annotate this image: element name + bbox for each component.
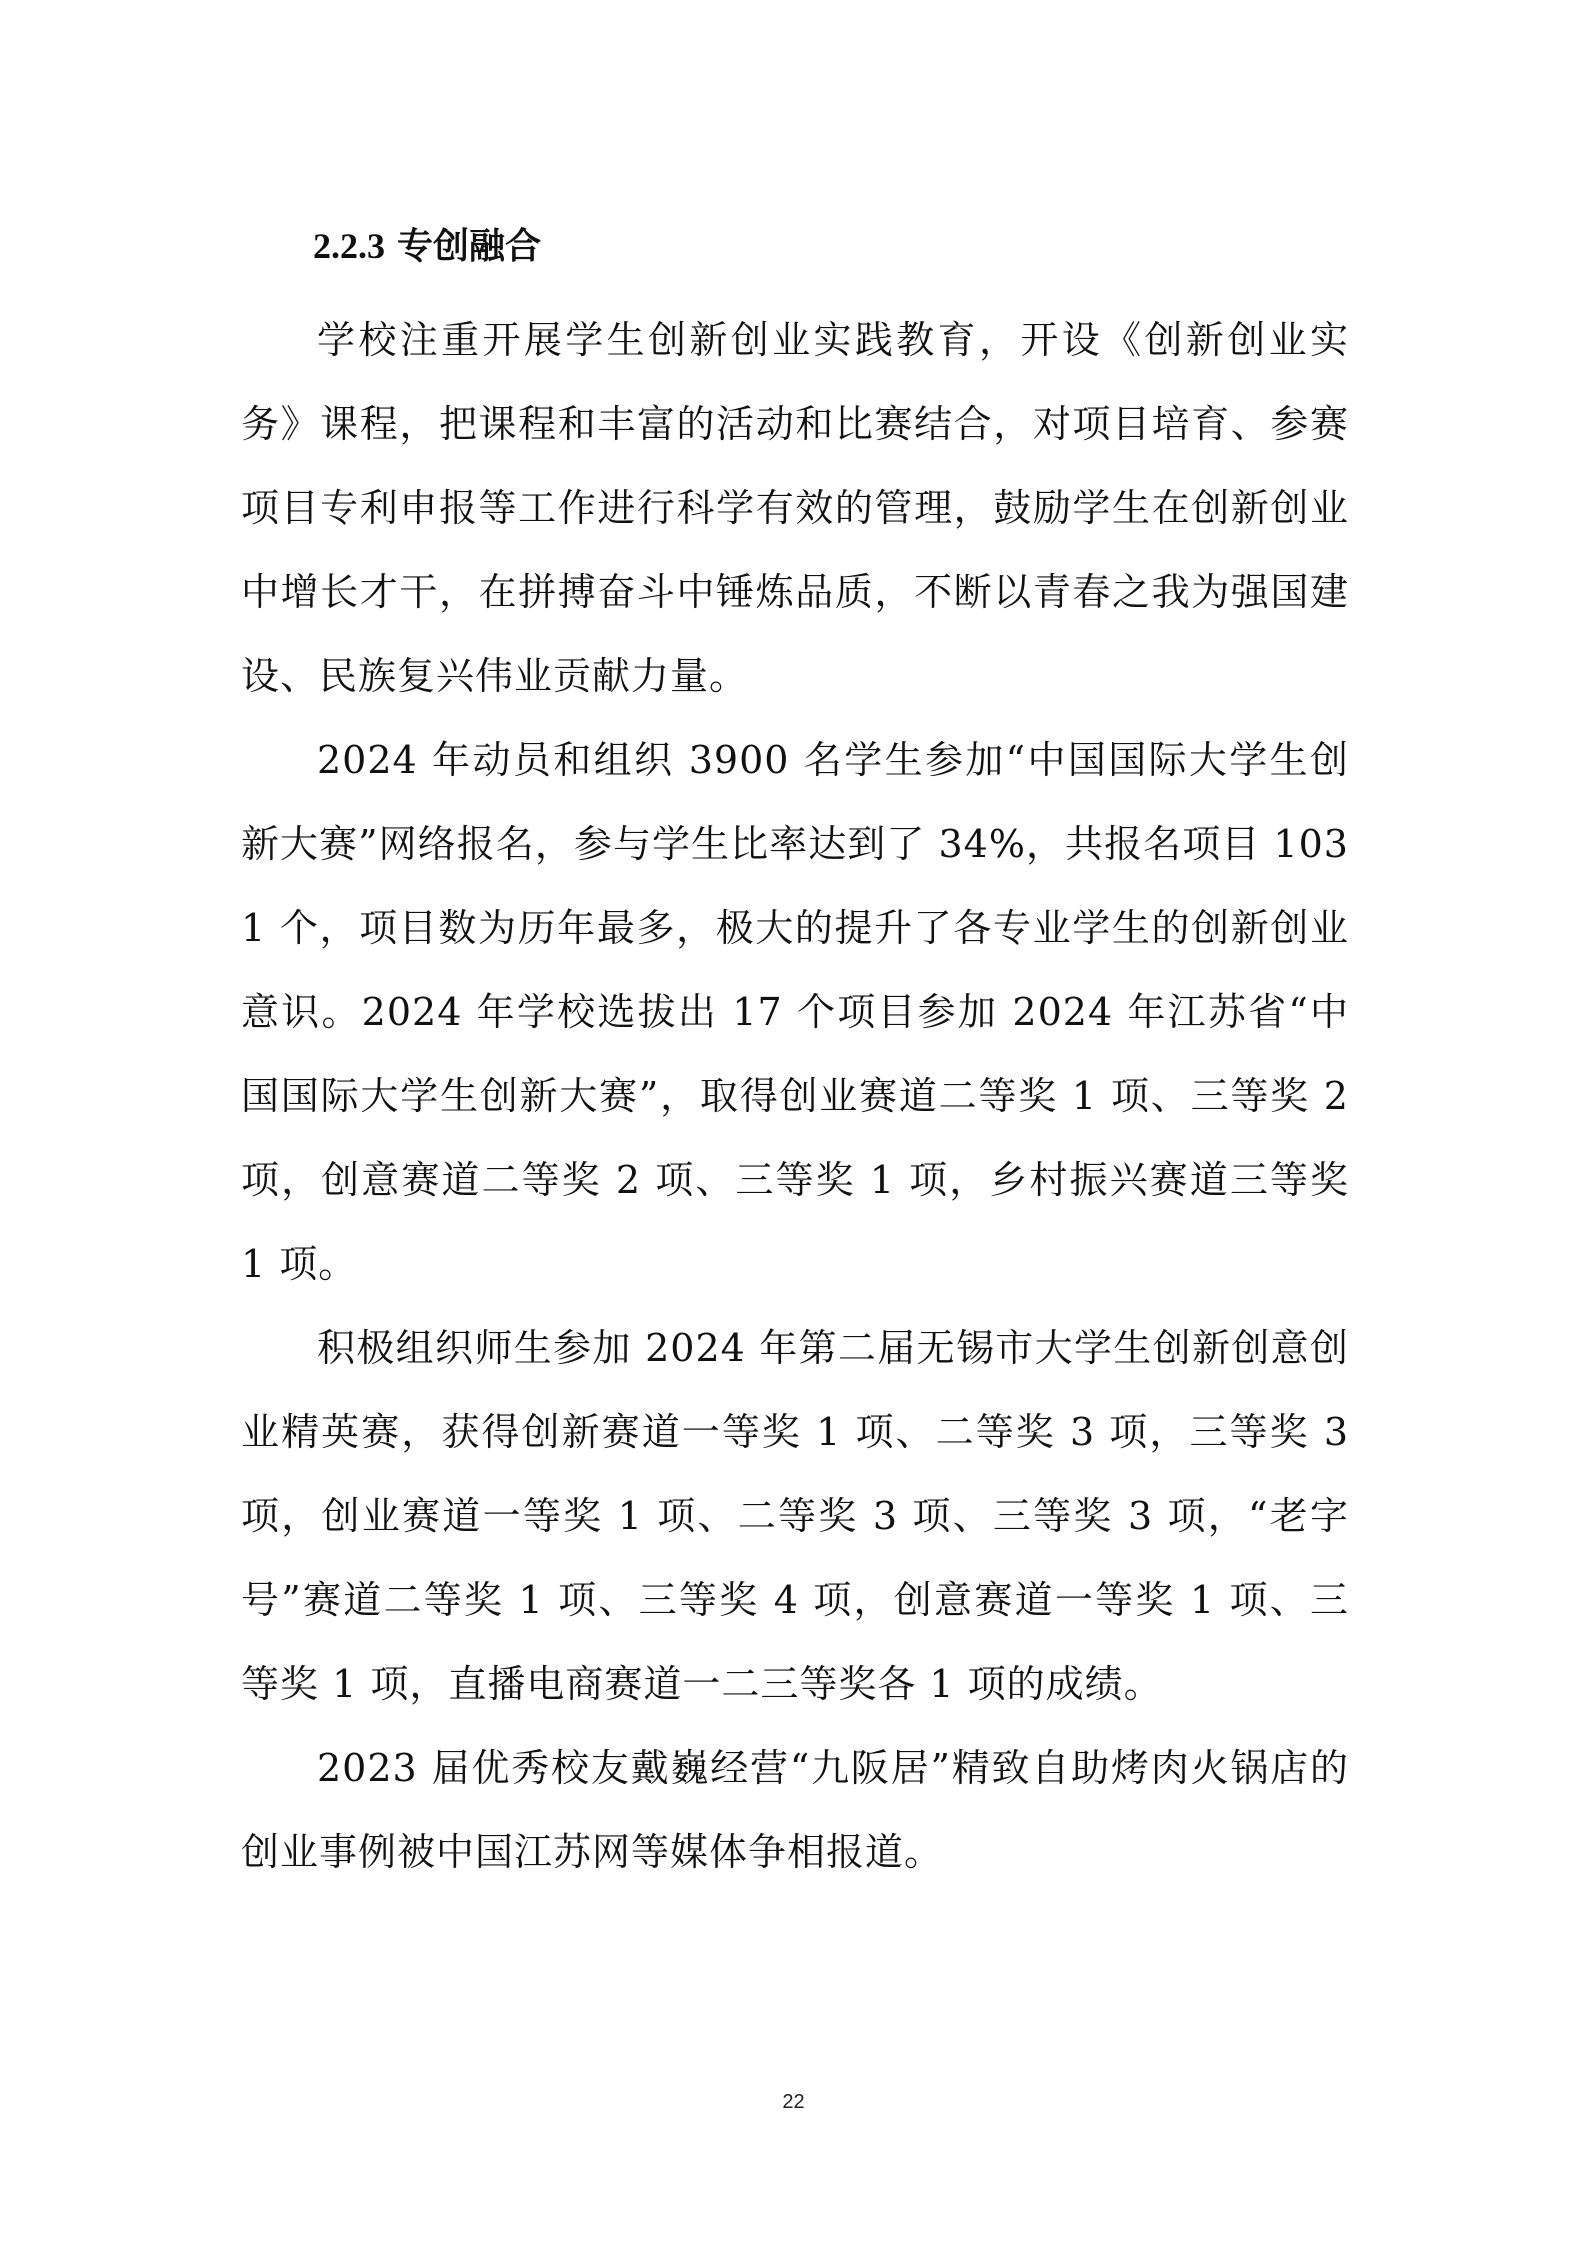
page-content	[241, 214, 1349, 1894]
paragraph-alumni-story: 2023 届优秀校友戴巍经营“九阪居”精致自助烤肉火锅店的创业事例被中国江苏网等媒体争相报道。	[241, 1746, 1349, 1874]
section-title: 专创融合	[397, 225, 542, 267]
section-number: 2.2.3	[313, 226, 385, 266]
section-heading	[241, 214, 1349, 278]
page-number: 22	[782, 2091, 805, 2113]
paragraph-course-practice: 学校注重开展学生创新创业实践教育，开设《创新创业实务》课程，把课程和丰富的活动和比赛结合，对项目培育、参赛项目专利申报等工作进行科学有效的管理，鼓励学生在创新创业中增长才干，在拼搏奋斗中锤炼品质，不断以青春之我为强国建设、民族复兴伟业贡献力量。	[241, 318, 1349, 698]
paragraph-wuxi-competition: 积极组织师生参加 2024 年第二届无锡市大学生创新创意创业精英赛，获得创新赛道一等奖 1 项、二等奖 3 项，三等奖 3 项，创业赛道一等奖 1 项、二等奖 3 项、三等奖 3 项，“老字号”赛道二等奖 1 项、三等奖 4 项，创意赛道一等奖 1 项、三等奖 1 项，直播电商赛道一二三等奖各 1 项的成绩。	[241, 1326, 1349, 1706]
paragraph-national-competition: 2024 年动员和组织 3900 名学生参加“中国国际大学生创新大赛”网络报名，参与学生比率达到了 34%，共报名项目 1031 个，项目数为历年最多，极大的提升了各专业学生的创新创业意识。2024 年学校选拔出 17 个项目参加 2024 年江苏省“中国国际大学生创新大赛”，取得创业赛道二等奖 1 项、三等奖 2 项，创意赛道二等奖 2 项、三等奖 1 项，乡村振兴赛道三等奖 1 项。	[241, 738, 1349, 1286]
